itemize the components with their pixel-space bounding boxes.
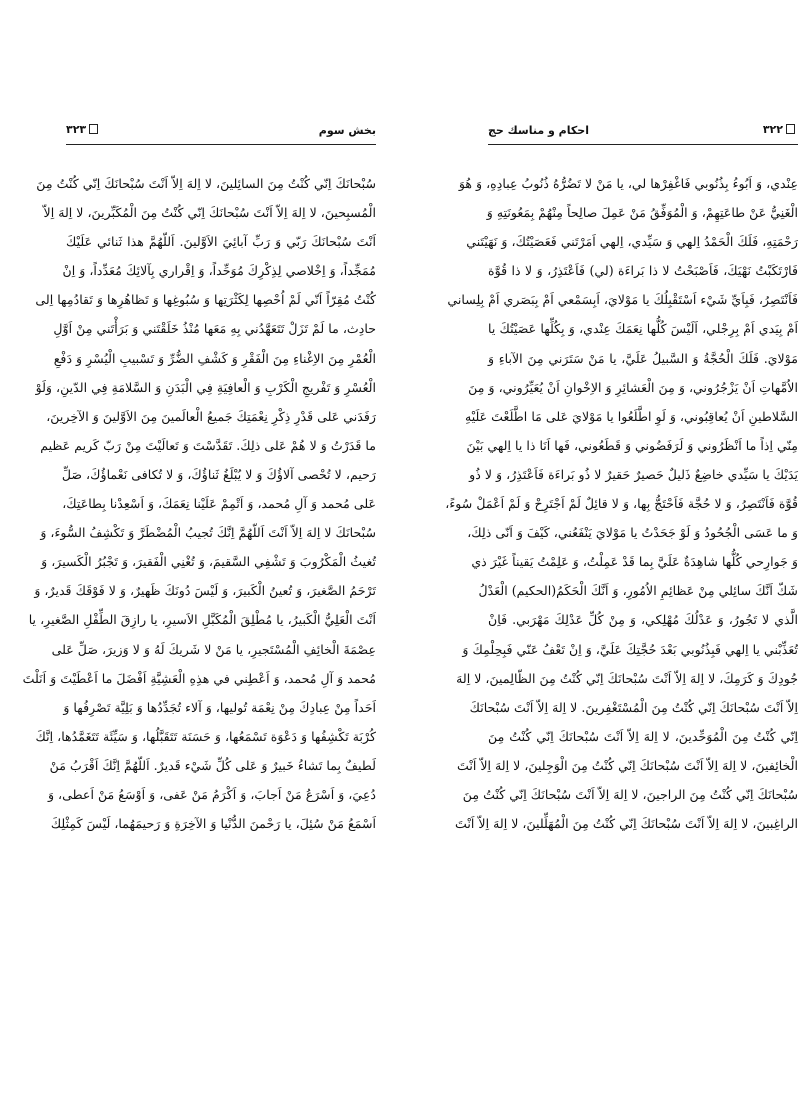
text-line: ما قَدَرْتُ وَ لا هُمْ عَلى ذلِكَ. تَقَدَّسْتَ وَ تَعالَيْتَ مِنْ رَبّ كَريم عَظيم — [40, 437, 376, 453]
right-page-number: ٣٢٢ — [762, 123, 783, 136]
text-line: عِنْدي، وَ اَبُوءُ بِذُنُوبي فَاغْفِرْها لي، يا مَنْ لا تَضُرُّهُ ذُنُوبُ عِبادِهِ، وَ هُوَ — [458, 176, 798, 191]
text-line: وَ ما عَسَى الْجُحُودُ وَ لَوْ جَحَدْتُ يا مَوْلايَ يَنْفَعُني، كَيْفَ وَ اَنّى ذلِكَ، — [467, 525, 798, 541]
square-bullet-icon — [89, 124, 98, 134]
text-line: سُبْحانَكَ اِنّي كُنْتُ مِنَ الراجينَ، لا اِلهَ اِلاّ اَنْتَ سُبْحانَكَ اِنّي كُنْتُ مِنَ — [462, 786, 798, 802]
text-line: اِنّي كُنْتُ مِنَ الْمُوَحِّدينَ، لا اِلهَ اِلاّ اَنْتَ سُبْحانَكَ اِنّي كُنْتُ مِنَ — [488, 728, 798, 744]
right-page-body — [445, 169, 798, 838]
text-line: فَاَنْتَصِرُ، فَبِاَيِّ شَيْء اَسْتَقْبِلُكَ يا مَوْلايَ، اَبِسَمْعي اَمْ بِبَصَري اَمْ بِلِساني — [447, 292, 798, 308]
text-line: الْعُمْرِ مِنَ الاِغْناءِ مِنَ الْفَقْرِ وَ كَشْفِ الضُّرِّ وَ تَسْبيبِ الْيُسْرِ وَ دَفْعِ — [53, 350, 376, 366]
text-line: كُنْتُ مُقِرّاً اَنّي لَمْ اُحْصِها لِكَثْرَتِها وَ سُبُوغِها وَ تَظاهُرِها وَ تَقادُمِها اِلى — [35, 292, 376, 308]
left-page-number: ٣٢٣ — [66, 123, 87, 136]
text-line: اَسْمَعُ مَنْ سُئِلَ، يا رَحْمنَ الدُّنْيا وَ الآخِرَةِ وَ رَحيمَهُما، لَيْسَ كَمِثْلِكَ — [50, 816, 376, 832]
text-line: عِصْمَةَ الْخائِفِ الْمُسْتَجيرِ، يا مَنْ لا شَريكَ لَهُ وَ لا وَزيرَ، صَلِّ عَلى — [51, 641, 376, 657]
text-line: اَحَداً مِنْ عِبادِكَ مِنْ نِعْمَة تُوليها، وَ آلاء تُجَدِّدُها وَ بَلِيَّة تَصْرِفُها وَ — [63, 699, 376, 715]
text-line: رَحيم، لا تُحْصى آلاؤُكَ وَ لا يُبْلَغُ ثَناؤُكَ، وَ لا تُكافى نَعْماؤُكَ، صَلِّ — [61, 466, 376, 482]
text-line: الاُمَّهاتِ اَنْ يَزْجُرُوني، وَ مِنَ الْعَشائِرِ وَ الاِخْوانِ اَنْ يُعَيِّرُوني، وَ مِنَ — [468, 379, 798, 395]
text-line: تُغيثُ الْمَكْرُوبَ وَ تَشْفِي السَّقيمَ، وَ تُغْنِي الْفَقيرَ، وَ تَجْبُرُ الْكَسيرَ، وَ — [41, 554, 376, 570]
text-line: وَ جَوارِحي كُلُّها شاهِدَةٌ عَلَيَّ بِما قَدْ عَمِلْتُ، وَ عَلِمْتُ يَقيناً غَيْرَ ذي — [471, 554, 798, 570]
text-line: مُمَجِّداً، وَ اِخْلاصي لِذِكْرِكَ مُوَحِّداً، وَ اِقْراري بِآلائِكَ مُعَدِّداً، وَ اِنْ — [62, 263, 376, 279]
left-page-header — [66, 118, 376, 145]
text-line: مُحمد وَ آلِ مُحمد، وَ اَعْطِني في هذِهِ الْعَشِيَّةِ اَفْضَلَ ما اَعْطَيْتَ وَ اَنَلْتَ — [22, 670, 376, 686]
text-line: الْعُسْرِ وَ تَفْريجِ الْكَرْبِ وَ الْعافِيَةِ فِي الْبَدَنِ وَ السَّلامَةِ فِي الدّينِ، وَلَوْ — [35, 379, 376, 395]
text-line: الْمُسبِحينَ، لا اِلهَ اِلاّ اَنْتَ سُبْحانَكَ اِنّي كُنْتُ مِنَ الْمُكَبِّرينَ، لا اِلهَ اِلاّ — [43, 205, 376, 221]
text-line: شَكّ اَنَّكَ سائِلي مِنْ عَظائِمِ الاُمُورِ، وَ اَنَّكَ الْحَكَمُ(الحكيم) الْعَدْلُ — [478, 583, 798, 599]
text-line: تُعَذِّبْني يا اِلهي فَبِذُنُوبي بَعْدَ حُجَّتِكَ عَلَيَّ، وَ اِنْ تَعْفُ عَنّي فَبِحِلْمِكَ وَ — [462, 641, 798, 657]
square-bullet-icon — [786, 124, 795, 134]
text-line: كُرْبَة تَكْشِفُها وَ دَعْوَة تَسْمَعُها، وَ حَسَنَة تَتَقَبَّلُها، وَ سَيِّئَة تَتَغَمَّدُها، اِنَّكَ — [35, 728, 376, 744]
right-page-number-group — [763, 123, 798, 136]
text-line: سُبْحانَكَ لا اِلهَ اِلاّ اَنْتَ اَللّهُمَّ اِنَّكَ تُجيبُ الْمُضْطَرَّ وَ تَكْشِفُ السُّوءَ، وَ — [40, 525, 376, 541]
text-line: السَّلاطينِ اَنْ يُعاقِبُوني، وَ لَوِ اطَّلَعُوا يا مَوْلايَ عَلى مَا اطَّلَعْتَ عَلَيْهِ — [464, 408, 798, 424]
text-line: الراغِبينَ، لا اِلهَ اِلاّ اَنْتَ سُبْحانَكَ اِنّي كُنْتُ مِنَ الْمُهَلِّلينَ، لا اِلهَ اِلاّ اَنْتَ — [455, 816, 798, 832]
text-line: حادِث، ما لَمْ تَزَلْ تَتَعَهَّدُني بِهِ مَعَها مُنْذُ خَلَقْتَني وَ بَرَأْتَني مِنْ اَوَّلِ — [53, 321, 376, 337]
text-line: اَمْ بِيَدي اَمْ بِرِجْلي، اَلَيْسَ كُلُّها نِعَمَكَ عِنْدي، وَ بِكُلِّها عَصَيْتُكَ يا — [488, 321, 798, 337]
text-line: اِلاّ اَنْتَ سُبْحانَكَ اِنّي كُنْتُ مِنَ الْمُسْتَغْفِرينَ. لا اِلهَ اِلاّ اَنْتَ سُبْحانَكَ — [469, 699, 798, 715]
text-line: سُبْحانَكَ اِنّي كُنْتُ مِنَ السائِلينَ، لا اِلهَ اِلاّ اَنْتَ سُبْحانَكَ اِنّي كُنْتُ مِنَ — [36, 176, 376, 191]
text-line: رَفَدَني عَلى قَدْرِ ذِكْرِ نِعْمَتِكَ جَميعُ الْعالَمينَ مِنَ الاَوَّلينَ وَ الآخِرينَ، — [46, 408, 376, 424]
left-page-running-title: بخش سوم — [318, 124, 376, 137]
right-page-running-title: احكام و مناسك حج — [488, 124, 589, 137]
text-line: مِنّي اِذاً ما اَنْظَرُوني وَ لَرَفَضُوني وَ قَطَعُوني، فَها اَنَا ذا يا اِلهي بَيْنَ — [466, 437, 798, 453]
left-page — [22, 118, 376, 838]
text-line: رَحْمَتِهِ، فَلَكَ الْحَمْدُ اِلهي وَ سَيِّدي، اِلهي اَمَرْتَني فَعَصَيْتُكَ، وَ نَهَيْتَني — [466, 234, 798, 250]
text-line: يَدَيْكَ يا سَيِّدي خاضِعٌ ذَليلٌ حَصيرٌ حَقيرٌ لا ذُو بَراءَة فَاَعْتَذِرُ، وَ لا ذُو — [469, 466, 798, 482]
text-line: الْخائِفينَ، لا اِلهَ اِلاّ اَنْتَ سُبْحانَكَ اِنّي كُنْتُ مِنَ الْوَجِلينَ، لا اِلهَ اِلاّ اَنْتَ — [457, 757, 798, 773]
text-line: تَرْحَمُ الصَّغيرَ، وَ تُعينُ الْكَبيرَ، وَ لَيْسَ دُونَكَ ظَهيرٌ، وَ لا فَوْقَكَ قَديرٌ، وَ — [34, 583, 376, 599]
right-page-header — [488, 118, 798, 145]
text-line: الْغَنِيُّ عَنْ طاعَتِهِمْ، وَ الْمُوَفِّقُ مَنْ عَمِلَ صالِحاً مِنْهُمْ بِمَعُونَتِهِ وَ — [486, 205, 798, 221]
text-line: لَطيفٌ بِما تَشاءُ خَبيرٌ وَ عَلى كُلِّ شَيْء قَديرٌ. اَللّهُمَّ اِنَّكَ اَقْرَبُ مَنْ — [49, 757, 376, 773]
left-page-number-group — [66, 123, 101, 136]
text-line: اَنْتَ سُبْحانَكَ رَبّي وَ رَبِّ آبائِيَ الاَوَّلينَ. اَللّهُمَّ هذا ثَنائي عَلَيْكَ — [66, 234, 376, 250]
text-line: اَنْتَ الْعَلِيُّ الْكَبيرُ، يا مُطْلِقَ الْمُكَبَّلِ الاَسيرِ، يا رازِقَ الطِّفْلِ الصَّغيرِ، يا — [28, 612, 376, 628]
text-line: دُعِيَ، وَ اَسْرَعُ مَنْ اَجابَ، وَ اَكْرَمُ مَنْ عَفى، وَ اَوْسَعُ مَنْ اَعطى، وَ — [47, 786, 376, 802]
right-page — [445, 118, 798, 838]
text-line: فَارْتَكَبْتُ نَهْيَكَ، فَاَصْبَحْتُ لا ذا بَراءَة (لي) فَاَعْتَذِرُ، وَ لا ذا قُوَّة — [488, 263, 798, 279]
text-line: مَوْلايَ. فَلَكَ الْحُجَّةُ وَ السَّبيلُ عَلَيَّ، يا مَنْ سَتَرَني مِنَ الآباءِ وَ — [488, 350, 798, 366]
text-line: عَلى مُحمد وَ آلِ مُحمد، وَ اَتْمِمْ عَلَيْنا نِعَمَكَ، وَ اَسْعِدْنا بِطاعَتِكَ، — [62, 496, 376, 512]
left-page-body — [22, 169, 376, 838]
text-line: قُوَّة فَاَنْتَصِرُ، وَ لا حُجَّة فَاَحْتَجُّ بِها، وَ لا قائِلٌ لَمْ اَجْتَرِحْ وَ لَمْ اَعْمَلْ سُوءً، — [445, 496, 798, 512]
text-line: جُودِكَ وَ كَرَمِكَ، لا اِلهَ اِلاّ اَنْتَ سُبْحانَكَ اِنّي كُنْتُ مِنَ الظّالِمينَ، لا اِلهَ — [456, 670, 798, 686]
text-line: الَّذي لا تَجُورُ، وَ عَدْلُكَ مُهْلِكي، وَ مِنْ كُلِّ عَدْلِكَ مَهْرَبي. فَاِنْ — [488, 612, 798, 628]
